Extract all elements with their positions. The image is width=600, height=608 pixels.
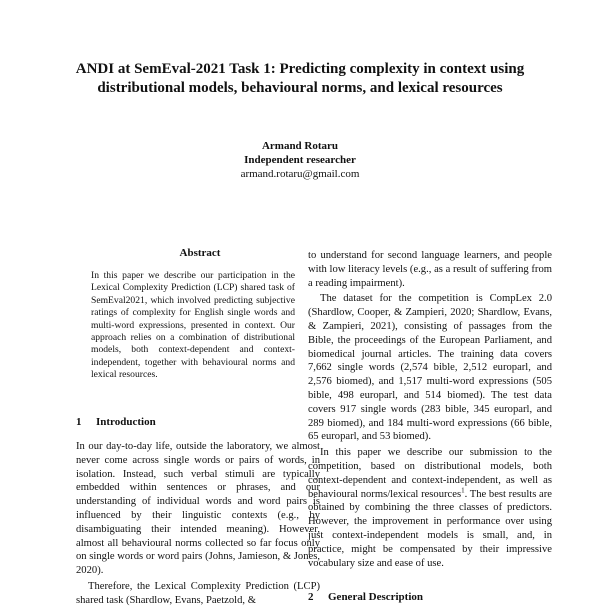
abstract-text: In this paper we describe our participation in the Lexical Complexity Prediction (LCP) shared task of SemEval2021, which involved predicting subjective ratings of complexity for English single words and multi-word expressions, presented in context. Our approach relies on a combination of distributional models, both context-dependent and context-independent, together with behavioural norms and lexical resources. — [91, 270, 295, 381]
paper-title: ANDI at SemEval-2021 Task 1: Predicting complexity in context using distributional models, behavioural norms, and lexical resources — [75, 61, 525, 96]
right-column-body — [308, 249, 552, 570]
section-2-heading — [308, 591, 423, 603]
section-1-heading — [76, 416, 156, 428]
submission-text-b: . The best results are obtained by combining the three classes of predictors. However, the improvement in performance over using just context-independent models is small, and, in practice, might be compensated by their impressive vocabulary size and ease of use. — [308, 488, 552, 569]
submission-paragraph — [308, 446, 552, 570]
section-1-title: Introduction — [96, 416, 156, 428]
section-2-number: 2 — [308, 591, 314, 603]
section-1-number: 1 — [76, 416, 82, 428]
author-name: Armand Rotaru — [261, 140, 339, 152]
intro-paragraph-2: Therefore, the Lexical Complexity Prediction (LCP) shared task (Shardlow, Evans, Paetzold, & — [76, 580, 320, 606]
author-email: armand.rotaru@gmail.com — [240, 168, 360, 180]
section-2-title: General Description — [328, 591, 424, 603]
abstract-heading: Abstract — [179, 247, 221, 259]
author-affiliation: Independent researcher — [244, 154, 356, 166]
submission-text-a: In this paper we describe our submission to the competition, based on distributional models, both context-dependent and context-independent, as well as behavioural norms/lexical resources — [308, 447, 552, 500]
dataset-paragraph: The dataset for the competition is CompLex 2.0 (Shardlow, Cooper, & Zampieri, 2020; Shardlow, Evans, & Zampieri, 2021), consisting of passages from the Bible, the proceedings of the European Parliament, and biomedical journal articles. The training data covers 7,662 single words (2,574 bible, 2,512 europarl, and 2,576 biomed), and 1,517 multi-word expressions (505 bible, 498 europarl, and 514 biomed). The test data covers 917 single words (283 bible, 345 europarl, and 289 biomed), and 184 multi-word expressions (66 bible, 65 europarl, and 53 biomed). — [308, 293, 552, 443]
intro-paragraph-1: In our day-to-day life, outside the laboratory, we almost never come across single words or pairs of words, in isolation. Instead, such verbal stimuli are typically embedded within sentences or phrases, and our understanding of individual words and word pairs is influenced by their linguistic contexts (e.g., by disambiguating their intended meaning). However, almost all behavioural norms collected so far focus only on single words or word pairs (Johns, Jamieson, & Jones, 2020). — [76, 441, 320, 577]
right-paragraph-0: to understand for second language learners, and people with low literacy levels (e.g., as a result of suffering from a reading impairment). — [308, 250, 552, 289]
left-column-body — [76, 440, 320, 608]
author-block — [150, 139, 450, 181]
footnote-marker: 1 — [461, 486, 465, 495]
